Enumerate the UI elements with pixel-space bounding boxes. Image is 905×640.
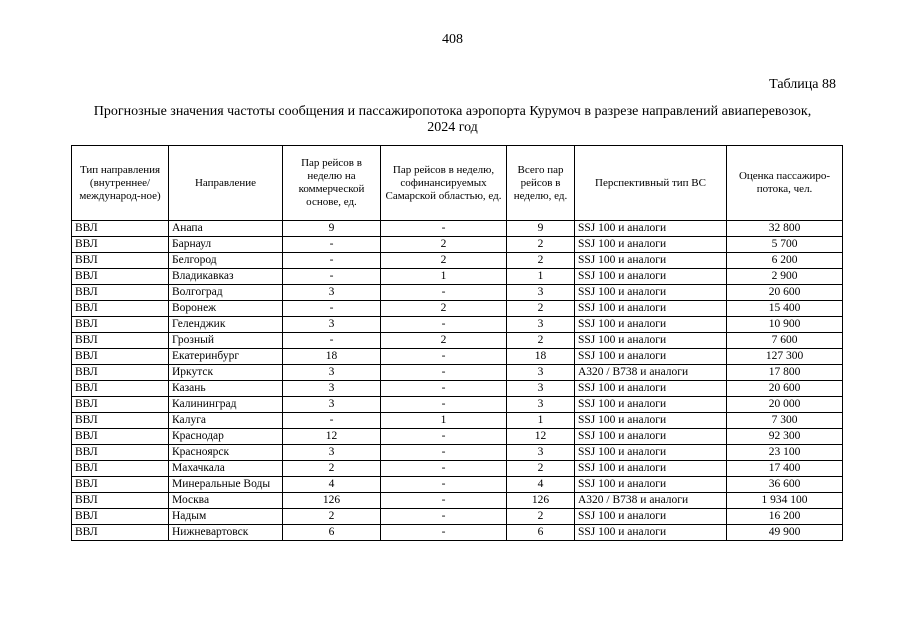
cell-type: ВВЛ bbox=[72, 317, 169, 333]
cell-cofinanced: - bbox=[381, 349, 507, 365]
cell-type: ВВЛ bbox=[72, 237, 169, 253]
cell-aircraft: SSJ 100 и аналоги bbox=[575, 461, 727, 477]
cell-passengers: 1 934 100 bbox=[727, 493, 843, 509]
cell-type: ВВЛ bbox=[72, 365, 169, 381]
cell-commercial: 2 bbox=[283, 461, 381, 477]
cell-cofinanced: - bbox=[381, 285, 507, 301]
table-row bbox=[72, 365, 843, 381]
cell-direction: Красноярск bbox=[169, 445, 283, 461]
cell-passengers: 7 300 bbox=[727, 413, 843, 429]
cell-passengers: 36 600 bbox=[727, 477, 843, 493]
cell-direction: Белгород bbox=[169, 253, 283, 269]
cell-total: 9 bbox=[507, 221, 575, 237]
cell-commercial: 4 bbox=[283, 477, 381, 493]
cell-type: ВВЛ bbox=[72, 509, 169, 525]
table-header-row bbox=[72, 146, 843, 221]
cell-commercial: - bbox=[283, 413, 381, 429]
cell-commercial: 2 bbox=[283, 509, 381, 525]
cell-type: ВВЛ bbox=[72, 381, 169, 397]
cell-cofinanced: - bbox=[381, 525, 507, 541]
cell-commercial: 12 bbox=[283, 429, 381, 445]
col-header-passengers: Оценка пассажиро-потока, чел. bbox=[727, 146, 843, 221]
cell-passengers: 5 700 bbox=[727, 237, 843, 253]
cell-commercial: 3 bbox=[283, 445, 381, 461]
cell-type: ВВЛ bbox=[72, 269, 169, 285]
table-row bbox=[72, 269, 843, 285]
cell-type: ВВЛ bbox=[72, 221, 169, 237]
cell-commercial: - bbox=[283, 253, 381, 269]
cell-total: 6 bbox=[507, 525, 575, 541]
table-row bbox=[72, 429, 843, 445]
cell-commercial: 6 bbox=[283, 525, 381, 541]
cell-total: 3 bbox=[507, 397, 575, 413]
cell-direction: Калининград bbox=[169, 397, 283, 413]
table-caption: Прогнозные значения частоты сообщения и пассажиропотока аэропорта Курумоч в разрезе направлений авиаперевозок, 2024 год bbox=[93, 104, 812, 135]
cell-direction: Надым bbox=[169, 509, 283, 525]
cell-direction: Калуга bbox=[169, 413, 283, 429]
cell-type: ВВЛ bbox=[72, 493, 169, 509]
col-header-commercial: Пар рейсов в неделю на коммерческой основе, ед. bbox=[283, 146, 381, 221]
cell-type: ВВЛ bbox=[72, 333, 169, 349]
cell-total: 3 bbox=[507, 317, 575, 333]
cell-cofinanced: - bbox=[381, 317, 507, 333]
cell-type: ВВЛ bbox=[72, 301, 169, 317]
cell-passengers: 32 800 bbox=[727, 221, 843, 237]
cell-direction: Владикавказ bbox=[169, 269, 283, 285]
cell-type: ВВЛ bbox=[72, 413, 169, 429]
col-header-total: Всего пар рейсов в неделю, ед. bbox=[507, 146, 575, 221]
cell-passengers: 17 800 bbox=[727, 365, 843, 381]
cell-total: 12 bbox=[507, 429, 575, 445]
cell-passengers: 17 400 bbox=[727, 461, 843, 477]
cell-total: 2 bbox=[507, 509, 575, 525]
cell-total: 126 bbox=[507, 493, 575, 509]
cell-direction: Геленджик bbox=[169, 317, 283, 333]
cell-passengers: 20 600 bbox=[727, 285, 843, 301]
cell-cofinanced: 2 bbox=[381, 301, 507, 317]
cell-total: 3 bbox=[507, 445, 575, 461]
table-row bbox=[72, 509, 843, 525]
cell-aircraft: SSJ 100 и аналоги bbox=[575, 269, 727, 285]
cell-total: 2 bbox=[507, 237, 575, 253]
cell-cofinanced: - bbox=[381, 365, 507, 381]
table-row bbox=[72, 333, 843, 349]
cell-type: ВВЛ bbox=[72, 397, 169, 413]
table-row bbox=[72, 317, 843, 333]
cell-total: 2 bbox=[507, 333, 575, 349]
cell-cofinanced: 2 bbox=[381, 333, 507, 349]
col-header-direction: Направление bbox=[169, 146, 283, 221]
cell-aircraft: SSJ 100 и аналоги bbox=[575, 525, 727, 541]
cell-aircraft: SSJ 100 и аналоги bbox=[575, 253, 727, 269]
cell-cofinanced: 1 bbox=[381, 413, 507, 429]
cell-cofinanced: - bbox=[381, 477, 507, 493]
cell-passengers: 15 400 bbox=[727, 301, 843, 317]
cell-commercial: 3 bbox=[283, 381, 381, 397]
cell-passengers: 92 300 bbox=[727, 429, 843, 445]
cell-passengers: 16 200 bbox=[727, 509, 843, 525]
cell-commercial: 18 bbox=[283, 349, 381, 365]
table-row bbox=[72, 253, 843, 269]
cell-direction: Нижневартовск bbox=[169, 525, 283, 541]
cell-cofinanced: - bbox=[381, 221, 507, 237]
cell-direction: Грозный bbox=[169, 333, 283, 349]
cell-direction: Москва bbox=[169, 493, 283, 509]
cell-passengers: 127 300 bbox=[727, 349, 843, 365]
cell-commercial: - bbox=[283, 269, 381, 285]
cell-cofinanced: 1 bbox=[381, 269, 507, 285]
cell-aircraft: SSJ 100 и аналоги bbox=[575, 221, 727, 237]
cell-direction: Краснодар bbox=[169, 429, 283, 445]
cell-direction: Казань bbox=[169, 381, 283, 397]
cell-passengers: 10 900 bbox=[727, 317, 843, 333]
cell-total: 2 bbox=[507, 301, 575, 317]
cell-total: 3 bbox=[507, 365, 575, 381]
cell-cofinanced: - bbox=[381, 509, 507, 525]
cell-passengers: 23 100 bbox=[727, 445, 843, 461]
cell-aircraft: SSJ 100 и аналоги bbox=[575, 445, 727, 461]
cell-aircraft: SSJ 100 и аналоги bbox=[575, 397, 727, 413]
cell-direction: Анапа bbox=[169, 221, 283, 237]
cell-aircraft: SSJ 100 и аналоги bbox=[575, 349, 727, 365]
table-row bbox=[72, 525, 843, 541]
table-row bbox=[72, 477, 843, 493]
page-number: 408 bbox=[442, 32, 463, 47]
cell-passengers: 7 600 bbox=[727, 333, 843, 349]
cell-type: ВВЛ bbox=[72, 285, 169, 301]
cell-type: ВВЛ bbox=[72, 461, 169, 477]
cell-cofinanced: - bbox=[381, 397, 507, 413]
cell-cofinanced: - bbox=[381, 445, 507, 461]
cell-cofinanced: - bbox=[381, 461, 507, 477]
cell-aircraft: SSJ 100 и аналоги bbox=[575, 301, 727, 317]
cell-passengers: 49 900 bbox=[727, 525, 843, 541]
table-row bbox=[72, 349, 843, 365]
cell-commercial: 3 bbox=[283, 397, 381, 413]
table-row bbox=[72, 397, 843, 413]
cell-type: ВВЛ bbox=[72, 525, 169, 541]
col-header-aircraft: Перспективный тип ВС bbox=[575, 146, 727, 221]
cell-commercial: - bbox=[283, 301, 381, 317]
cell-aircraft: SSJ 100 и аналоги bbox=[575, 285, 727, 301]
cell-total: 1 bbox=[507, 413, 575, 429]
cell-total: 2 bbox=[507, 461, 575, 477]
cell-direction: Махачкала bbox=[169, 461, 283, 477]
table-row bbox=[72, 445, 843, 461]
cell-total: 3 bbox=[507, 381, 575, 397]
table-row bbox=[72, 237, 843, 253]
table-row bbox=[72, 221, 843, 237]
cell-direction: Минеральные Воды bbox=[169, 477, 283, 493]
table-row bbox=[72, 461, 843, 477]
table-row bbox=[72, 301, 843, 317]
table-row bbox=[72, 493, 843, 509]
cell-cofinanced: - bbox=[381, 429, 507, 445]
cell-type: ВВЛ bbox=[72, 429, 169, 445]
cell-direction: Екатеринбург bbox=[169, 349, 283, 365]
cell-total: 18 bbox=[507, 349, 575, 365]
cell-aircraft: SSJ 100 и аналоги bbox=[575, 477, 727, 493]
table-row bbox=[72, 381, 843, 397]
cell-aircraft: SSJ 100 и аналоги bbox=[575, 429, 727, 445]
cell-commercial: 3 bbox=[283, 365, 381, 381]
col-header-type: Тип направления (внутреннее/ международ-ное) bbox=[72, 146, 169, 221]
cell-aircraft: SSJ 100 и аналоги bbox=[575, 333, 727, 349]
table-label: Таблица 88 bbox=[769, 77, 836, 92]
cell-type: ВВЛ bbox=[72, 253, 169, 269]
cell-direction: Барнаул bbox=[169, 237, 283, 253]
cell-direction: Волгоград bbox=[169, 285, 283, 301]
cell-aircraft: A320 / B738 и аналоги bbox=[575, 493, 727, 509]
flights-table bbox=[71, 145, 843, 541]
cell-total: 1 bbox=[507, 269, 575, 285]
cell-cofinanced: 2 bbox=[381, 237, 507, 253]
cell-type: ВВЛ bbox=[72, 477, 169, 493]
cell-aircraft: SSJ 100 и аналоги bbox=[575, 381, 727, 397]
table-row bbox=[72, 285, 843, 301]
cell-commercial: 9 bbox=[283, 221, 381, 237]
cell-aircraft: A320 / B738 и аналоги bbox=[575, 365, 727, 381]
cell-commercial: - bbox=[283, 237, 381, 253]
cell-total: 3 bbox=[507, 285, 575, 301]
cell-direction: Иркутск bbox=[169, 365, 283, 381]
cell-type: ВВЛ bbox=[72, 349, 169, 365]
cell-passengers: 6 200 bbox=[727, 253, 843, 269]
cell-aircraft: SSJ 100 и аналоги bbox=[575, 413, 727, 429]
cell-commercial: 126 bbox=[283, 493, 381, 509]
cell-commercial: 3 bbox=[283, 285, 381, 301]
cell-passengers: 20 000 bbox=[727, 397, 843, 413]
cell-aircraft: SSJ 100 и аналоги bbox=[575, 237, 727, 253]
cell-cofinanced: 2 bbox=[381, 253, 507, 269]
cell-aircraft: SSJ 100 и аналоги bbox=[575, 317, 727, 333]
cell-commercial: 3 bbox=[283, 317, 381, 333]
cell-type: ВВЛ bbox=[72, 445, 169, 461]
col-header-cofinanced: Пар рейсов в неделю, софинансируемых Самарской областью, ед. bbox=[381, 146, 507, 221]
table-row bbox=[72, 413, 843, 429]
cell-cofinanced: - bbox=[381, 381, 507, 397]
cell-total: 2 bbox=[507, 253, 575, 269]
cell-passengers: 2 900 bbox=[727, 269, 843, 285]
cell-direction: Воронеж bbox=[169, 301, 283, 317]
cell-aircraft: SSJ 100 и аналоги bbox=[575, 509, 727, 525]
cell-cofinanced: - bbox=[381, 493, 507, 509]
cell-passengers: 20 600 bbox=[727, 381, 843, 397]
cell-total: 4 bbox=[507, 477, 575, 493]
table-body bbox=[72, 221, 843, 541]
cell-commercial: - bbox=[283, 333, 381, 349]
